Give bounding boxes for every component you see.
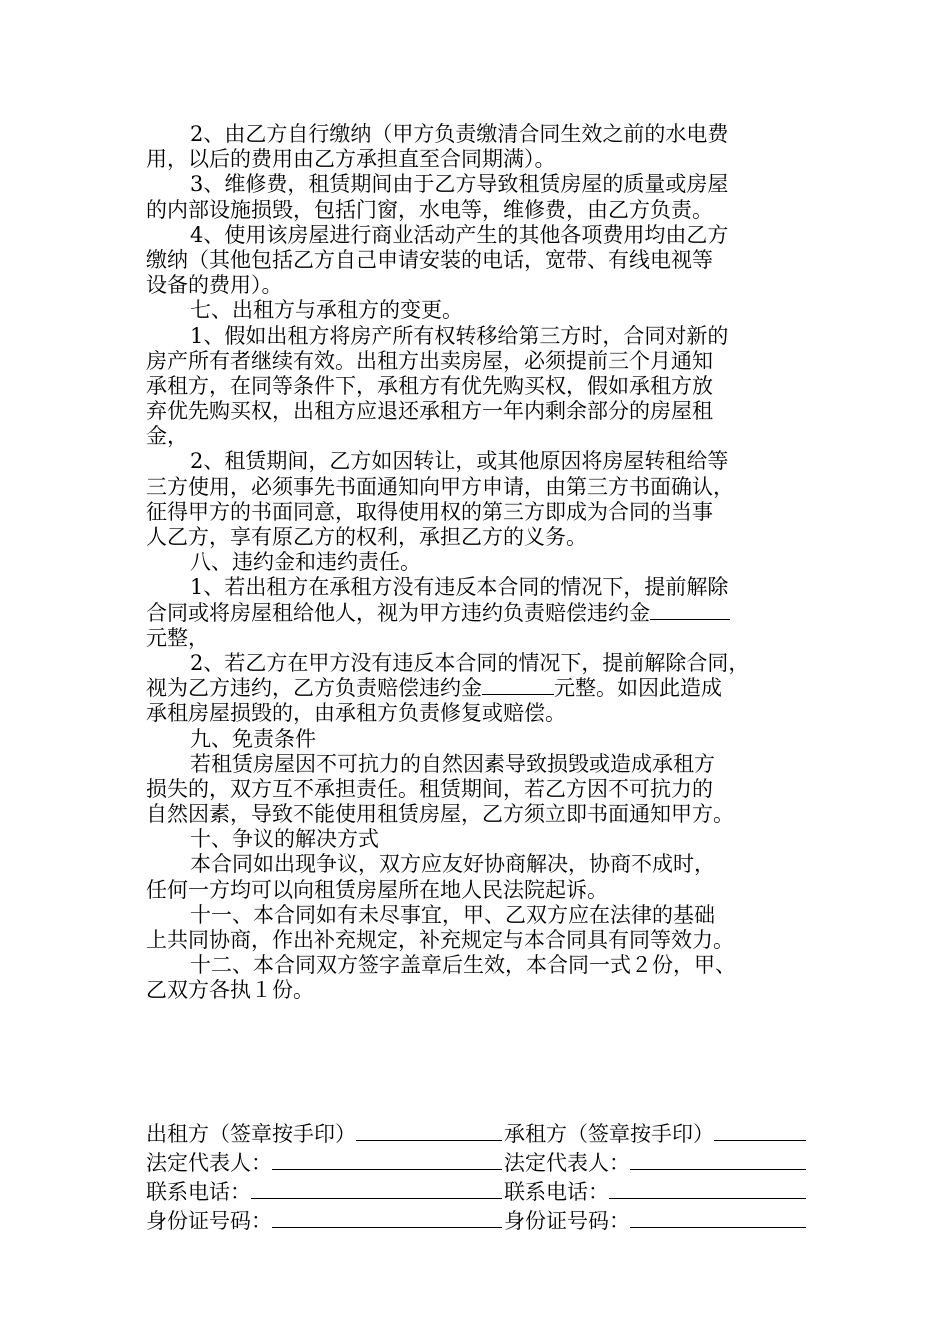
signature-field [251,1178,502,1199]
signature-row [146,1120,808,1149]
text-line: 任何一方均可以向租赁房屋所在地人民法院起诉。 [146,877,608,902]
text-line: 自然因素，导致不能使用租赁房屋，乙方须立即书面通知甲方。 [146,802,734,827]
phone-label: 联系电话： [146,1180,251,1204]
text-line: 本合同如出现争议，双方应友好协商解决，协商不成时， [190,852,715,877]
phone-label: 联系电话： [504,1180,609,1204]
legal-rep-label: 法定代表人： [504,1151,630,1175]
text-line: 缴纳（其他包括乙方自己申请安装的电话，宽带、有线电视等 [146,247,713,272]
text-line: 上共同协商，作出补充规定，补充规定与本合同具有同等效力。 [146,928,734,952]
text-segment: 合同或将房屋租给他人，视为甲方违约负责赔偿违约金 [146,600,650,625]
fill-in-blank [482,676,554,695]
text-segment: 视为乙方违约，乙方负责赔偿违约金 [146,676,482,701]
legal-rep-label: 法定代表人： [146,1151,272,1175]
signature-field [714,1120,806,1141]
text-line: 2、由乙方自行缴纳（甲方负责缴清合同生效之前的水电费 [190,122,729,146]
signature-field [630,1149,806,1170]
signature-row [146,1149,808,1178]
signature-row [146,1207,808,1236]
section-heading: 七、出租方与承租方的变更。 [190,298,463,323]
text-line: 4、使用该房屋进行商业活动产生的其他各项费用均由乙方 [190,222,729,247]
text-line: 1、假如出租方将房产所有权转移给第三方时，合同对新的 [190,323,729,348]
text-line: 十一、本合同如有未尽事宜，甲、乙双方应在法律的基础 [190,902,715,927]
fill-in-blank [650,601,730,620]
signature-field [356,1120,502,1141]
text-line: 2、若乙方在甲方没有违反本合同的情况下，提前解除合同， [190,650,750,675]
text-line: 弃优先购买权，出租方应退还承租方一年内剩余部分的房屋租 [146,399,713,424]
signature-row [146,1178,808,1207]
text-line: 元整， [146,625,209,650]
text-line: 承租方，在同等条件下，承租方有优先购买权，假如承租方放 [146,373,713,398]
text-segment: 元整。如因此造成 [554,676,722,701]
signature-block [146,1120,808,1236]
text-line: 设备的费用）。 [146,273,283,298]
signature-field [630,1207,806,1228]
lessor-label: 出租方（签章按手印） [146,1122,356,1146]
text-line: 金， [146,424,188,449]
id-number-label: 身份证号码： [146,1209,272,1233]
text-line [146,676,808,701]
text-line: 用，以后的费用由乙方承担直至合同期满）。 [146,147,556,172]
signature-field [272,1207,502,1228]
text-line: 3、维修费，租赁期间由于乙方导致租赁房屋的质量或房屋 [190,172,729,197]
text-line: 十二、本合同双方签字盖章后生效，本合同一式２份，甲、 [190,953,736,978]
text-line: 损失的，双方互不承担责任。租赁期间，若乙方因不可抗力的 [146,776,713,801]
section-heading: 九、免责条件 [190,726,316,751]
text-line: 的内部设施损毁，包括门窗，水电等，维修费，由乙方负责。 [146,197,713,222]
text-line: 征得甲方的书面同意，取得使用权的第三方即成为合同的当事 [146,499,713,524]
id-number-label: 身份证号码： [504,1209,630,1233]
section-heading: 十、争议的解决方式 [190,827,379,852]
text-line: 人乙方，享有原乙方的权利，承担乙方的义务。 [146,525,587,549]
signature-field [272,1149,502,1170]
text-line: 2、租赁期间，乙方如因转让，或其他原因将房屋转租给等 [190,449,729,474]
signature-field [609,1178,806,1199]
contract-body [146,122,808,1004]
text-line: 房产所有者继续有效。出租方出卖房屋，必须提前三个月通知 [146,348,713,373]
text-line: 承租房屋损毁的，由承租方负责修复或赔偿。 [146,701,566,726]
text-line: 乙双方各执１份。 [146,978,314,1003]
section-heading: 八、违约金和违约责任。 [190,550,421,575]
text-line [146,601,808,626]
text-line: 1、若出租方在承租方没有违反本合同的情况下，提前解除 [190,575,729,600]
text-line: 若租赁房屋因不可抗力的自然因素导致损毁或造成承租方 [190,751,715,776]
text-line: 三方使用，必须事先书面通知向甲方申请，由第三方书面确认， [146,474,734,499]
lessee-label: 承租方（签章按手印） [504,1122,714,1146]
